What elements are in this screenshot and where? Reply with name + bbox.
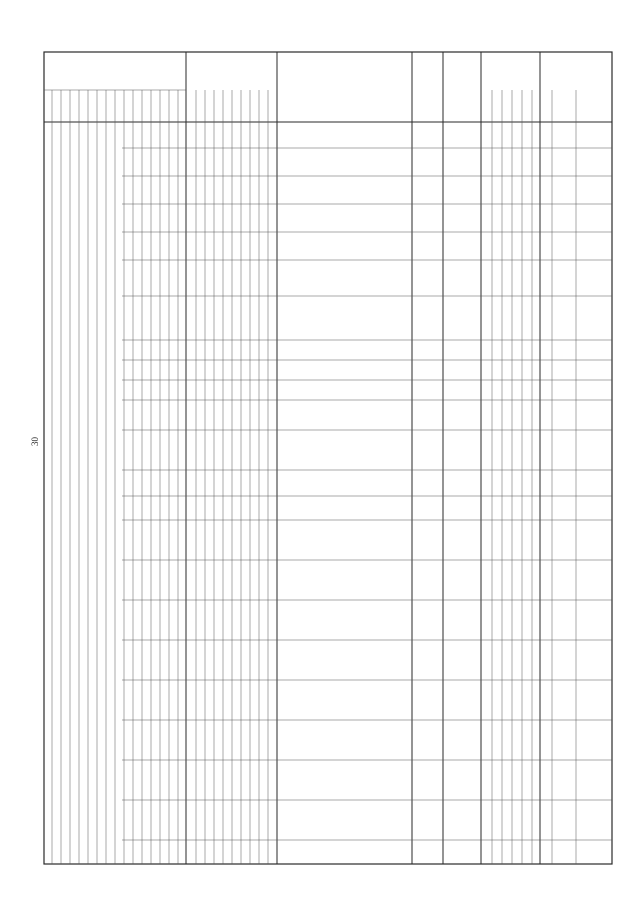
table-column-rules: [52, 90, 576, 864]
table-row-rules: [122, 148, 612, 840]
page-number: 30: [30, 437, 40, 446]
table-frame: [44, 52, 612, 864]
